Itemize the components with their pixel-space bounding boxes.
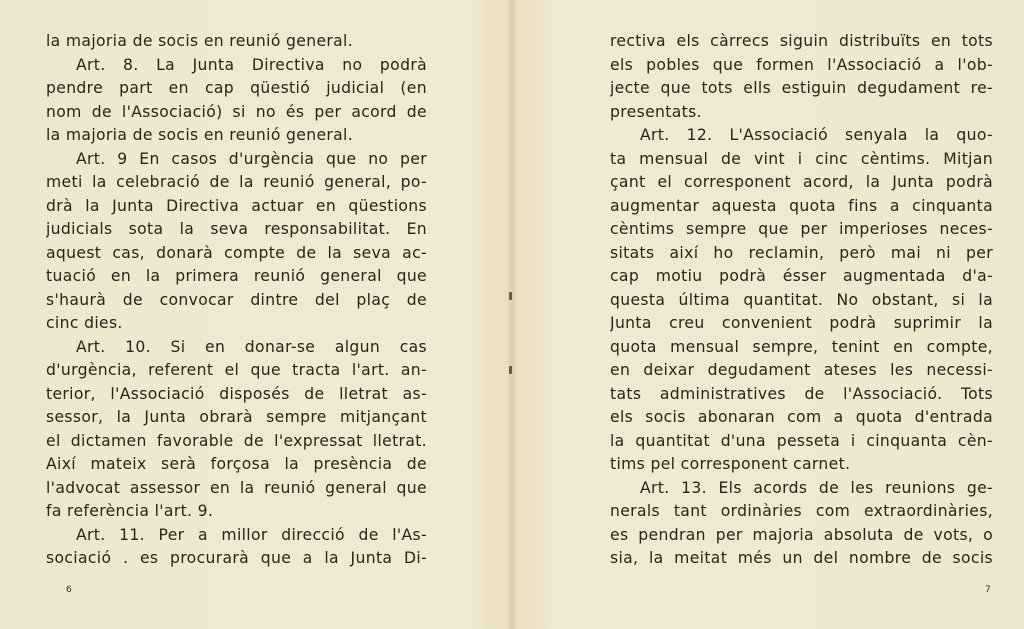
text-line: tats administratives de l'Associació. Tots [610, 384, 993, 403]
text-line: jecte que tots ells estiguin degudament re- [610, 79, 993, 97]
text-line: Junta creu convenient podrà suprimir la [610, 314, 993, 332]
text-line: sociació . es procurarà que a la Junta Di- [46, 549, 427, 567]
text-line: pendre part en cap qüestió judicial (en [46, 79, 427, 97]
text-line: nom de l'Associació) si no és per acord de [46, 102, 427, 121]
text-line: questa última quantitat. No obstant, si la [610, 290, 993, 309]
right-page [512, 0, 1024, 629]
text-line: presentats. [610, 102, 702, 121]
text-line: cinc dies. [46, 314, 123, 332]
text-line: drà la Junta Directiva actuar en qüestions [46, 196, 427, 215]
text-line: Art. 8. La Junta Directiva no podrà [76, 55, 427, 74]
text-line: es pendran per majoria absoluta de vots, o [610, 525, 993, 544]
text-line: d'urgència, referent el que tracta l'art. an- [46, 361, 427, 379]
text-line: rectiva els càrrecs siguin distribuïts en tots [610, 32, 993, 50]
text-line: el dictamen favorable de l'expressat lletrat. [46, 431, 427, 450]
binding-staple-mark [509, 366, 512, 374]
text-line: els socis abonaran com a quota d'entrada [610, 408, 993, 426]
text-line: cèntims sempre que per imperioses neces- [610, 220, 993, 238]
text-line: çant el corresponent acord, la Junta podrà [610, 173, 993, 191]
right-page-text [610, 30, 993, 571]
text-line: augmentar aquesta quota fins a cinquanta [610, 196, 993, 215]
text-line: sia, la meitat més un del nombre de socis [610, 549, 993, 567]
text-line: meti la celebració de la reunió general, po- [46, 173, 427, 191]
text-line: cap motiu podrà ésser augmentada d'a- [610, 267, 993, 285]
page-number-right: 7 [985, 585, 991, 595]
text-line: sitats així ho reclamin, però mai ni per [610, 243, 993, 262]
text-line: s'haurà de convocar dintre del plaç de [46, 290, 427, 309]
text-line: la quantitat d'una pesseta i cinquanta cèn- [610, 431, 993, 450]
text-line: Art. 13. Els acords de les reunions ge- [640, 478, 993, 497]
text-line: judicials sota la seva responsabilitat. En [46, 220, 427, 238]
text-line: fa referència l'art. 9. [46, 502, 214, 520]
text-line: aquest cas, donarà compte de la seva ac- [46, 243, 427, 262]
text-line: ta mensual de vint i cinc cèntims. Mitjan [610, 149, 993, 168]
text-line: nerals tant ordinàries com extraordinàries, [610, 502, 993, 520]
text-line: en deixar degudament ateses les necessi- [610, 361, 993, 379]
text-line: els pobles que formen l'Associació a l'ob- [610, 55, 993, 74]
text-line: l'advocat assessor en la reunió general que [46, 478, 427, 497]
text-line: Art. 11. Per a millor direcció de l'As- [76, 525, 427, 544]
page-number-left: 6 [66, 585, 72, 595]
text-line: Així mateix serà forçosa la presència de [46, 455, 427, 473]
text-line: sessor, la Junta obrarà sempre mitjançant [46, 408, 427, 426]
text-line: Art. 9 En casos d'urgència que no per [76, 149, 427, 168]
text-line: Art. 12. L'Associació senyala la quo- [640, 126, 993, 144]
text-line: la majoria de socis en reunió general. [46, 32, 354, 50]
binding-staple-mark [509, 292, 512, 300]
text-line: Art. 10. Si en donar-se algun cas [76, 337, 427, 356]
text-line: tims pel corresponent carnet. [610, 455, 851, 473]
text-line: tuació en la primera reunió general que [46, 267, 427, 285]
text-line: terior, l'Associació disposés de lletrat as- [46, 384, 427, 403]
left-page-text [46, 30, 427, 571]
text-line: la majoria de socis en reunió general. [46, 126, 354, 144]
text-line: quota mensual sempre, tenint en compte, [610, 337, 993, 356]
